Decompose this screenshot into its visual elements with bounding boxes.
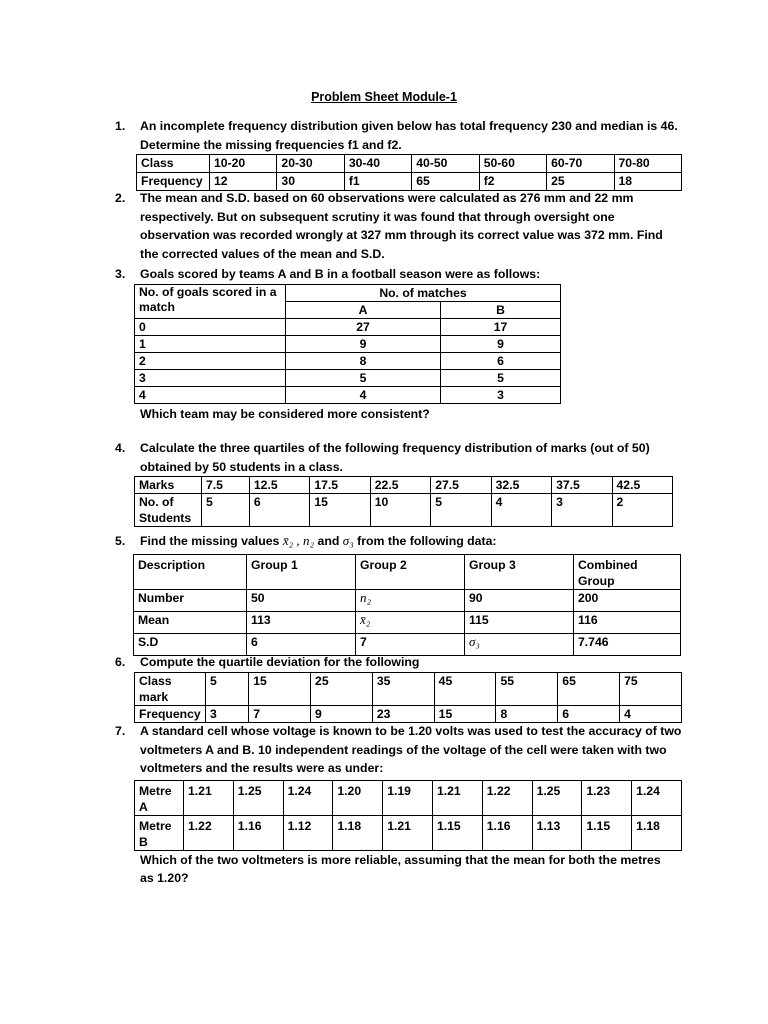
table-cell: 1.23 <box>582 780 632 815</box>
question-text: voltmeters and the results were as under: <box>140 761 384 775</box>
table-header: Description <box>134 554 247 589</box>
table-cell: 6 <box>558 705 620 722</box>
table-cell: 17 <box>441 318 561 335</box>
table-cell: 1.25 <box>233 780 283 815</box>
table-cell: 5 <box>206 672 249 705</box>
table-cell: 8 <box>286 352 441 369</box>
table-cell: 4 <box>286 386 441 403</box>
question-6 <box>115 653 685 723</box>
table-cell: 115 <box>465 611 574 633</box>
table-cell: 50-60 <box>479 155 546 173</box>
question-4 <box>115 439 685 527</box>
table-cell: 116 <box>574 611 681 633</box>
question-text: The mean and S.D. based on 60 observations were calculated as 276 mm and 22 mm <box>140 191 634 205</box>
table-cell: x̄₂ <box>356 611 465 633</box>
table-cell: Number <box>134 589 247 611</box>
question-number: 6. <box>115 655 126 669</box>
table-cell: 1.19 <box>383 780 433 815</box>
question-text: Calculate the three quartiles of the following frequency distribution of marks (out of 50) <box>140 441 650 455</box>
table-cell: 65 <box>558 672 620 705</box>
table-cell: 0 <box>135 318 286 335</box>
table-cell: 113 <box>247 611 356 633</box>
table-cell: 30 <box>277 173 344 191</box>
math-symbol: σ₃ <box>342 533 354 548</box>
table-cell: 1.25 <box>532 780 582 815</box>
table-header: Combined Group <box>574 554 681 589</box>
question-number: 3. <box>115 267 126 281</box>
table-cell: 1.12 <box>283 815 333 850</box>
table-cell: 23 <box>372 705 434 722</box>
question-text: as 1.20? <box>140 871 189 885</box>
table-header: No. of matches <box>286 284 561 301</box>
table-cell: 3 <box>441 386 561 403</box>
table-row <box>135 369 561 386</box>
table-header: No. of goals scored in a match <box>135 284 286 318</box>
table-cell: Metre B <box>135 815 184 850</box>
table-cell: 1.21 <box>432 780 482 815</box>
question-text: observation was recorded wrongly at 327 mm through its correct value was 372 mm. Find <box>140 228 663 242</box>
table-cell: 9 <box>441 335 561 352</box>
table-cell: 1.24 <box>283 780 333 815</box>
question-text: the corrected values of the mean and S.D. <box>140 246 385 261</box>
table-cell: Class <box>137 155 210 173</box>
table-cell: 27 <box>286 318 441 335</box>
groups-table <box>133 554 681 656</box>
table-cell: 5 <box>286 369 441 386</box>
question-text: Goals scored by teams A and B in a football season were as follows: <box>140 267 541 281</box>
question-7 <box>115 722 685 888</box>
table-row <box>135 386 561 403</box>
table-cell: 4 <box>620 705 682 722</box>
table-cell: 6 <box>247 633 356 655</box>
table-row <box>135 352 561 369</box>
table-cell: 9 <box>311 705 373 722</box>
table-cell: 1.18 <box>632 815 682 850</box>
table-cell: 2 <box>612 494 672 527</box>
table-cell: 9 <box>286 335 441 352</box>
table-cell: 10 <box>370 494 430 527</box>
question-text: Compute the quartile deviation for the following <box>140 655 420 669</box>
table-cell: S.D <box>134 633 247 655</box>
table-cell: f2 <box>479 173 546 191</box>
table-cell: Metre A <box>135 780 184 815</box>
question-text: Which of the two voltmeters is more reliable, assuming that the mean for both the metres <box>140 852 661 867</box>
goals-table <box>134 284 561 404</box>
class-mark-table <box>134 672 682 723</box>
table-cell: 1.13 <box>532 815 582 850</box>
table-cell: 10-20 <box>210 155 277 173</box>
table-cell: 1.20 <box>333 780 383 815</box>
table-cell: 7.5 <box>202 477 250 494</box>
question-number: 4. <box>115 441 126 455</box>
table-cell: 6 <box>441 352 561 369</box>
question-text: obtained by 50 students in a class. <box>140 459 343 474</box>
question-number: 1. <box>115 119 126 133</box>
table-cell: 15 <box>249 672 311 705</box>
table-cell: Frequency <box>137 173 210 191</box>
question-text-part: Find the missing values <box>140 534 280 548</box>
question-2 <box>115 189 685 263</box>
table-cell: 4 <box>135 386 286 403</box>
table-header: Group 2 <box>356 554 465 589</box>
question-number: 5. <box>115 534 126 548</box>
question-5 <box>115 532 685 656</box>
table-header: Group 1 <box>247 554 356 589</box>
table-cell: 1.21 <box>184 780 234 815</box>
table-cell: 60-70 <box>547 155 614 173</box>
table-cell: 18 <box>614 173 681 191</box>
question-text: respectively. But on subsequent scrutiny it was found that through oversight one <box>140 209 615 224</box>
table-cell: 37.5 <box>552 477 612 494</box>
table-cell: 42.5 <box>612 477 672 494</box>
table-cell: 1.22 <box>482 780 532 815</box>
table-cell: 4 <box>491 494 551 527</box>
table-row <box>135 318 561 335</box>
table-cell: 35 <box>372 672 434 705</box>
question-text: Which team may be considered more consistent? <box>140 406 430 421</box>
frequency-table <box>136 154 682 191</box>
table-cell: 25 <box>311 672 373 705</box>
table-cell: 1.24 <box>632 780 682 815</box>
table-header: A <box>286 301 441 318</box>
table-cell: 5 <box>202 494 250 527</box>
table-row <box>134 633 681 655</box>
table-cell: 1 <box>135 335 286 352</box>
table-cell: 7 <box>249 705 311 722</box>
table-cell: 55 <box>496 672 558 705</box>
table-cell: 32.5 <box>491 477 551 494</box>
table-cell: 75 <box>620 672 682 705</box>
table-cell: 1.15 <box>582 815 632 850</box>
table-cell: 6 <box>249 494 309 527</box>
table-cell: 1.15 <box>432 815 482 850</box>
table-cell: 50 <box>247 589 356 611</box>
table-cell: 1.16 <box>233 815 283 850</box>
table-cell: 25 <box>547 173 614 191</box>
table-cell: No. of Students <box>135 494 202 527</box>
question-number: 7. <box>115 724 126 738</box>
table-cell: Frequency <box>135 705 206 722</box>
table-cell: 2 <box>135 352 286 369</box>
table-cell: 20-30 <box>277 155 344 173</box>
page-title: Problem Sheet Module-1 <box>311 90 457 104</box>
table-cell: 8 <box>496 705 558 722</box>
table-cell: 45 <box>434 672 496 705</box>
table-row <box>135 335 561 352</box>
table-cell: 65 <box>412 173 479 191</box>
table-cell: 12.5 <box>249 477 309 494</box>
table-cell: 1.21 <box>383 815 433 850</box>
table-cell: 12 <box>210 173 277 191</box>
table-cell: n₂ <box>356 589 465 611</box>
table-cell: 3 <box>206 705 249 722</box>
math-symbol: n₂ <box>303 533 315 548</box>
table-cell: 90 <box>465 589 574 611</box>
table-header: B <box>441 301 561 318</box>
table-cell: 3 <box>135 369 286 386</box>
question-1 <box>115 117 685 191</box>
table-row <box>134 589 681 611</box>
table-cell: 27.5 <box>431 477 491 494</box>
question-text: An incomplete frequency distribution given below has total frequency 230 and median is 46. <box>140 119 678 133</box>
table-cell: 15 <box>310 494 370 527</box>
table-cell: 7 <box>356 633 465 655</box>
table-cell: 22.5 <box>370 477 430 494</box>
marks-table <box>134 476 673 527</box>
table-cell: 40-50 <box>412 155 479 173</box>
table-cell: 17.5 <box>310 477 370 494</box>
table-cell: σ₃ <box>465 633 574 655</box>
table-cell: 200 <box>574 589 681 611</box>
question-text: voltmeters A and B. 10 independent readings of the voltage of the cell were taken with two <box>140 742 667 757</box>
table-cell: 1.18 <box>333 815 383 850</box>
question-3 <box>115 265 685 423</box>
table-cell: 1.22 <box>184 815 234 850</box>
question-text: Determine the missing frequencies f1 and f2. <box>140 137 402 152</box>
voltmeter-table <box>134 780 682 851</box>
table-cell: 30-40 <box>344 155 411 173</box>
question-number: 2. <box>115 191 126 205</box>
table-cell: 15 <box>434 705 496 722</box>
table-cell: Class mark <box>135 672 206 705</box>
math-symbol: x̄₂ , <box>282 533 300 548</box>
table-header: Group 3 <box>465 554 574 589</box>
question-text-part: and <box>317 534 340 548</box>
table-cell: 5 <box>431 494 491 527</box>
table-cell: 3 <box>552 494 612 527</box>
table-cell: 70-80 <box>614 155 681 173</box>
table-cell: f1 <box>344 173 411 191</box>
table-row <box>134 611 681 633</box>
question-text: A standard cell whose voltage is known to be 1.20 volts was used to test the accuracy of two <box>140 724 682 738</box>
table-cell: Mean <box>134 611 247 633</box>
table-cell: 1.16 <box>482 815 532 850</box>
question-text-part: from the following data: <box>357 534 497 548</box>
table-cell: 5 <box>441 369 561 386</box>
table-cell: Marks <box>135 477 202 494</box>
table-cell: 7.746 <box>574 633 681 655</box>
question-text <box>140 532 685 551</box>
